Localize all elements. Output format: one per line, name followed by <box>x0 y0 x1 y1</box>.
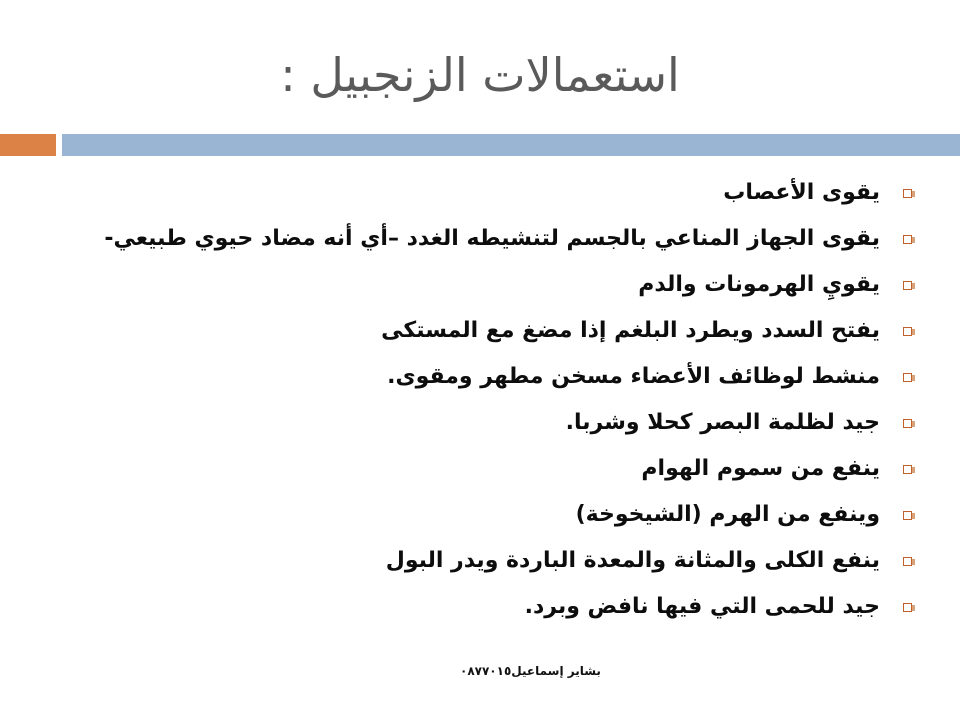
accent-bar-blue <box>62 134 960 156</box>
bullet-text: جيد لظلمة البصر كحلا وشربا. <box>565 410 880 435</box>
square-bullet-icon <box>903 511 912 520</box>
bullet-text: جيد للحمى التي فيها نافض وبرد. <box>524 594 880 619</box>
bullet-text: ينفع من سموم الهوام <box>641 456 880 481</box>
square-bullet-icon <box>903 603 912 612</box>
list-item <box>40 216 920 262</box>
list-item <box>40 262 920 308</box>
square-bullet-icon <box>903 189 912 198</box>
square-bullet-icon <box>903 373 912 382</box>
footer-credit: بشاير إسماعيل٠٨٧٧٠١٥ <box>460 664 601 678</box>
bullet-text: ينفع الكلى والمثانة والمعدة الباردة ويدر البول <box>385 548 880 573</box>
square-bullet-icon <box>903 235 912 244</box>
accent-bar-orange <box>0 134 56 156</box>
list-item <box>40 446 920 492</box>
list-item <box>40 538 920 584</box>
bullet-text: يقوى الأعصاب <box>723 180 880 205</box>
bullet-text: يفتح السدد ويطرد البلغم إذا مضغ مع المستكى <box>381 318 880 343</box>
bullet-text: يقوى الجهاز المناعي بالجسم لتنشيطه الغدد –أي أنه مضاد حيوي طبيعي- <box>104 226 880 251</box>
list-item <box>40 400 920 446</box>
bullet-list <box>40 170 920 630</box>
list-item <box>40 492 920 538</box>
square-bullet-icon <box>903 281 912 290</box>
list-item <box>40 584 920 630</box>
square-bullet-icon <box>903 557 912 566</box>
bullet-text: منشط لوظائف الأعضاء مسخن مطهر ومقوى. <box>387 364 880 389</box>
list-item <box>40 170 920 216</box>
bullet-text: يقويِ الهرمونات والدم <box>638 272 880 297</box>
square-bullet-icon <box>903 465 912 474</box>
list-item <box>40 308 920 354</box>
square-bullet-icon <box>903 327 912 336</box>
square-bullet-icon <box>903 419 912 428</box>
slide-title: استعمالات الزنجبيل : <box>280 48 680 102</box>
bullet-text: وينفع من الهرم (الشيخوخة) <box>575 502 880 527</box>
list-item <box>40 354 920 400</box>
